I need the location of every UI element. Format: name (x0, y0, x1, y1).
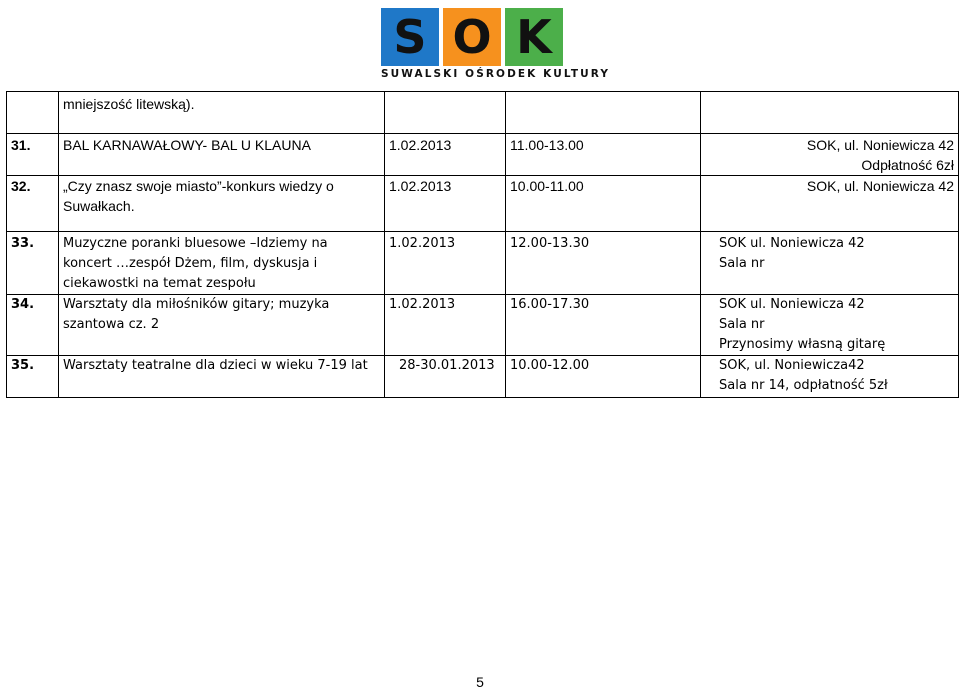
table-row (7, 176, 959, 232)
row-number: 33. (7, 232, 59, 295)
logo-subtitle: SUWALSKI OŚRODEK KULTURY (381, 68, 611, 80)
row-number (7, 92, 59, 134)
event-time: 16.00-17.30 (506, 295, 701, 356)
table-row (7, 134, 959, 176)
logo-tile-k: K (505, 8, 563, 66)
event-time (506, 92, 701, 134)
row-number: 32. (7, 176, 59, 232)
event-date: 28-30.01.2013 (385, 356, 506, 398)
event-time: 12.00-13.30 (506, 232, 701, 295)
place-address: SOK, ul. Noniewicza 42 (806, 137, 954, 153)
sok-logo (381, 8, 611, 84)
table-row (7, 232, 959, 295)
event-title: Muzyczne poranki bluesowe –Idziemy na koncert …zespół Dżem, film, dyskusja i ciekawostki na temat zespołu (59, 232, 385, 295)
event-date: 1.02.2013 (385, 232, 506, 295)
event-place: SOK, ul. Noniewicza 42 (701, 176, 959, 232)
logo-tile-s: S (381, 8, 439, 66)
place-room: Sala nr 14, odpłatność 5zł (719, 378, 888, 393)
event-title: BAL KARNAWAŁOWY- BAL U KLAUNA (59, 134, 385, 176)
row-number: 35. (7, 356, 59, 398)
event-title: Warsztaty dla miłośników gitary; muzyka szantowa cz. 2 (59, 295, 385, 356)
place-room: Sala nr (719, 256, 765, 271)
event-date: 1.02.2013 (385, 295, 506, 356)
event-date (385, 92, 506, 134)
row-number: 34. (7, 295, 59, 356)
place-address: SOK ul. Noniewicza 42 (719, 236, 865, 251)
event-title: mniejszość litewską). (59, 92, 385, 134)
event-title: „Czy znasz swoje miasto”-konkurs wiedzy o Suwałkach. (59, 176, 385, 232)
event-place (701, 295, 959, 356)
event-time: 11.00-13.00 (506, 134, 701, 176)
place-address: SOK ul. Noniewicza 42 (719, 297, 865, 312)
place-room: Sala nr (719, 317, 765, 332)
event-title: Warsztaty teatralne dla dzieci w wieku 7-19 lat (59, 356, 385, 398)
events-table (6, 91, 959, 398)
event-place (701, 92, 959, 134)
table-row (7, 295, 959, 356)
place-note: Przynosimy własną gitarę (719, 337, 886, 352)
place-note: Odpłatność 6zł (861, 157, 954, 173)
logo-tile-o: O (443, 8, 501, 66)
event-place (701, 232, 959, 295)
page-number: 5 (476, 674, 484, 690)
event-date: 1.02.2013 (385, 176, 506, 232)
event-time: 10.00-11.00 (506, 176, 701, 232)
event-date: 1.02.2013 (385, 134, 506, 176)
event-place (701, 134, 959, 176)
row-number: 31. (7, 134, 59, 176)
event-place (701, 356, 959, 398)
table-row (7, 356, 959, 398)
table-row (7, 92, 959, 134)
place-address: SOK, ul. Noniewicza42 (719, 358, 865, 373)
event-time: 10.00-12.00 (506, 356, 701, 398)
